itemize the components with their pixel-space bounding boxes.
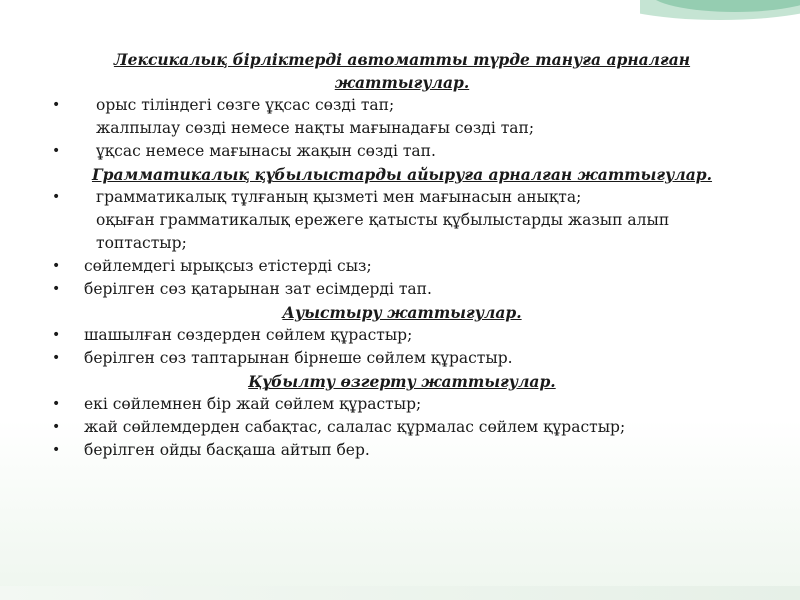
list-item: • берілген ойды басқаша айтып бер.	[52, 439, 752, 462]
list-item: • берілген сөз қатарынан зат есімдерді тап.	[52, 278, 752, 301]
list-item: • жай сөйлемдерден сабақтас, салалас құрмалас сөйлем құрастыр;	[52, 416, 752, 439]
list-item: • екі сөйлемнен бір жай сөйлем құрастыр;	[52, 393, 752, 416]
section-heading-grammar: Грамматикалық құбылыстарды айыруға арналған жаттығулар.	[91, 165, 713, 184]
list-item: жалпылау сөзді немесе нақты мағынадағы сөзді тап;	[96, 119, 535, 137]
list-item: • грамматикалық тұлғаның қызметі мен мағынасын анықта;	[52, 186, 752, 209]
section-heading-lexical: Лексикалық бірліктерді автоматты түрде тануға арналған жаттығулар.	[113, 50, 691, 92]
list-item: • орыс тіліндегі сөзге ұқсас сөзді тап;	[52, 94, 752, 117]
list-item: • ұқсас немесе мағынасы жақын сөзді тап.	[52, 140, 752, 163]
list-item: оқыған грамматикалық ережеге қатысты құбылыстарды жазып алып топтастыр;	[96, 211, 670, 252]
list-item: • сөйлемдегі ырықсыз етістерді сыз;	[52, 255, 752, 278]
slide-content	[52, 48, 752, 462]
section-heading-substitution: Ауыстыру жаттығулар.	[282, 303, 522, 322]
list-item: • берілген сөз таптарынан бірнеше сөйлем құрастыр.	[52, 347, 752, 370]
section-heading-transformation: Құбылту өзгерту жаттығулар.	[248, 372, 556, 391]
bottom-band-decoration	[0, 586, 800, 600]
corner-wave-decoration	[640, 0, 800, 28]
list-item: • шашылған сөздерден сөйлем құрастыр;	[52, 324, 752, 347]
